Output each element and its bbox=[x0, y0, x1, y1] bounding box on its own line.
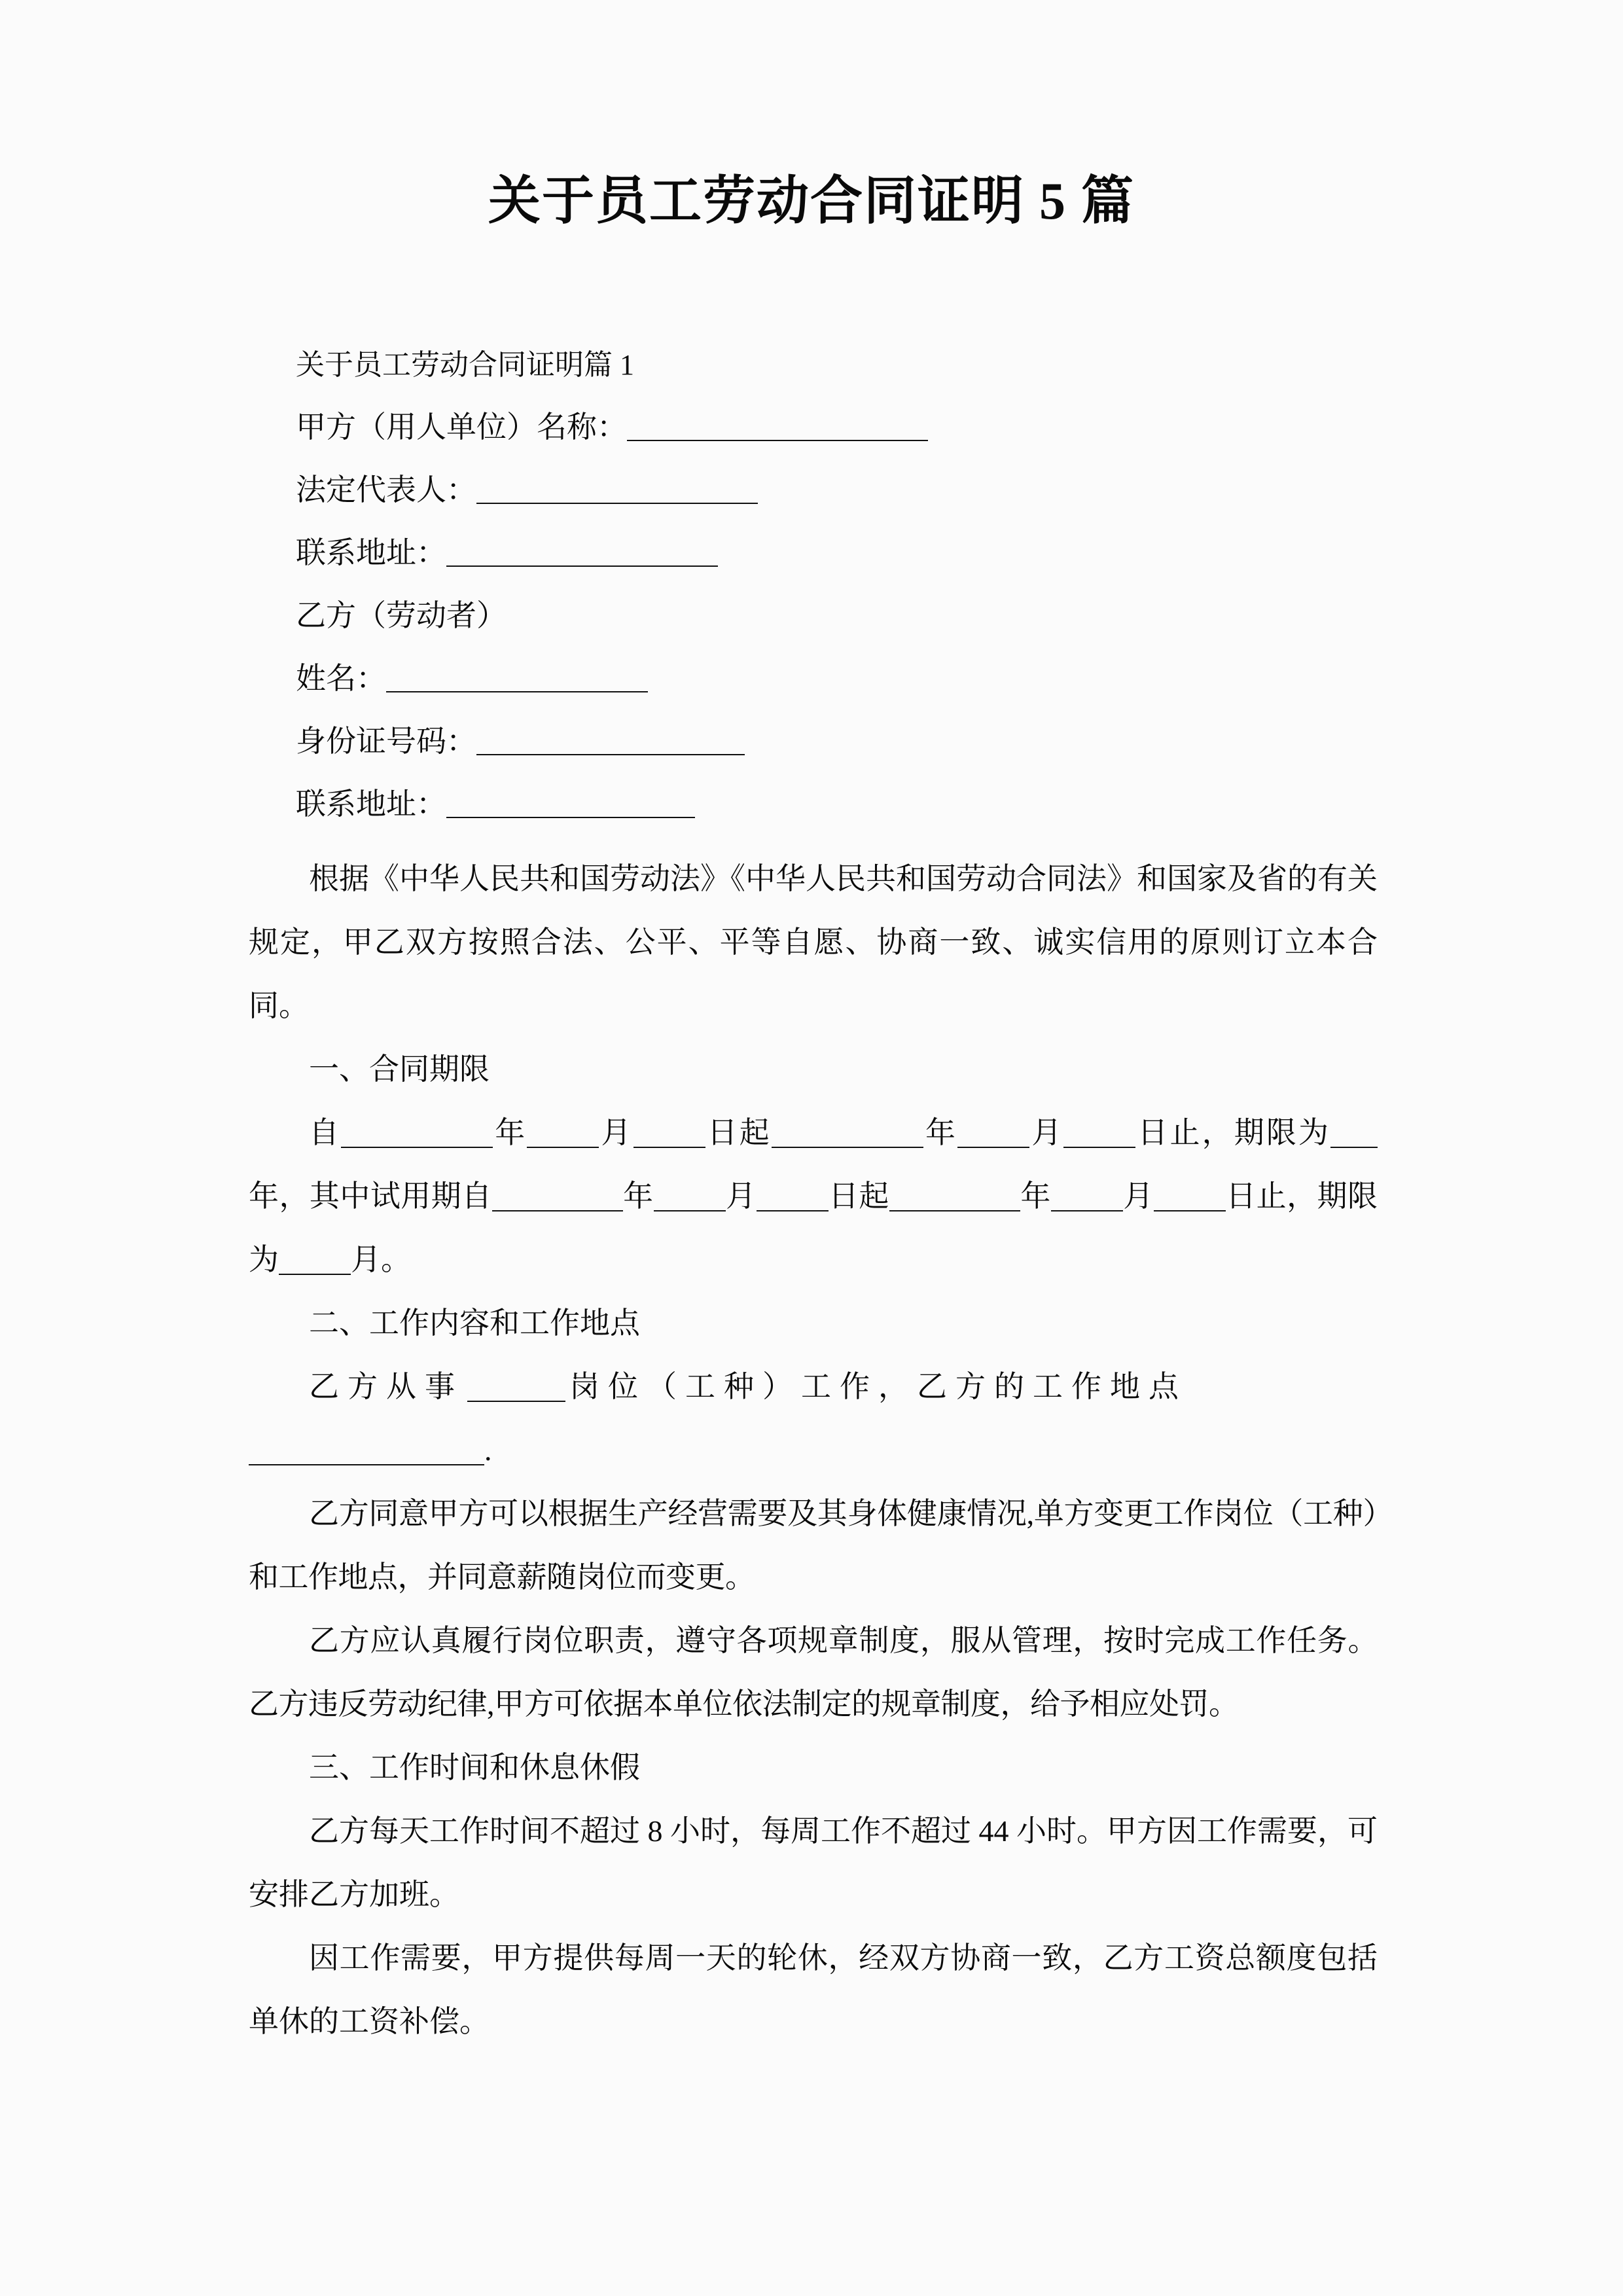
field-row-employer-address bbox=[296, 528, 1378, 579]
term-text-j: 月 bbox=[725, 1179, 757, 1213]
field-label-employee-name: 姓名： bbox=[296, 662, 386, 695]
term-text-f: 月 bbox=[1029, 1116, 1064, 1149]
field-label-employee-party: 乙方（劳动者） bbox=[296, 599, 507, 632]
term-blank-probation-start-month[interactable] bbox=[654, 1191, 726, 1211]
term-blank-end-month[interactable] bbox=[957, 1127, 1029, 1148]
job-blank-position[interactable] bbox=[467, 1381, 565, 1402]
field-label-employer-address: 联系地址： bbox=[296, 536, 446, 569]
term-blank-start-day[interactable] bbox=[633, 1127, 705, 1148]
term-text-i: 年 bbox=[622, 1179, 654, 1213]
job-location-period: . bbox=[484, 1433, 492, 1467]
field-label-legal-rep: 法定代表人： bbox=[296, 473, 476, 507]
field-row-legal-rep bbox=[296, 465, 1378, 516]
field-blank-employee-address[interactable] bbox=[446, 795, 695, 818]
worktime-rest-paragraph: 因工作需要，甲方提供每周一天的轮休，经双方协商一致，乙方工资总额度包括单休的工资补偿。 bbox=[249, 1941, 1378, 2038]
term-blank-probation-months[interactable] bbox=[279, 1254, 351, 1275]
job-position-line bbox=[249, 1355, 1378, 1418]
field-blank-id-number[interactable] bbox=[476, 732, 745, 755]
term-text-k: 日起 bbox=[828, 1179, 889, 1213]
term-text-b: 年 bbox=[493, 1116, 527, 1149]
document-body bbox=[249, 340, 1378, 2053]
term-blank-probation-end-year[interactable] bbox=[889, 1191, 1020, 1211]
term-blank-probation-start-day[interactable] bbox=[757, 1191, 829, 1211]
field-row-employer-name bbox=[296, 402, 1378, 453]
job-duty-paragraph: 乙方应认真履行岗位职责，遵守各项规章制度，服从管理，按时完成工作任务。乙方违反劳动纪律,甲方可依据本单位依法制定的规章制度，给予相应处罚。 bbox=[249, 1624, 1378, 1721]
field-blank-employer-name[interactable] bbox=[627, 418, 928, 441]
term-text-h: 年，其中试用期自 bbox=[249, 1179, 492, 1213]
field-label-employer-name: 甲方（用人单位）名称： bbox=[296, 410, 627, 444]
section-heading-term: 一、合同期限 bbox=[309, 1052, 490, 1086]
term-text-g: 日止，期限为 bbox=[1135, 1116, 1331, 1149]
contract-term-clause bbox=[249, 1101, 1378, 1291]
term-blank-probation-start-year[interactable] bbox=[492, 1191, 623, 1211]
field-label-id-number: 身份证号码： bbox=[296, 725, 476, 758]
section-heading-job: 二、工作内容和工作地点 bbox=[309, 1306, 640, 1340]
job-text-a: 乙方从事 bbox=[309, 1370, 463, 1403]
field-blank-legal-rep[interactable] bbox=[476, 480, 758, 504]
worktime-hours-paragraph: 乙方每天工作时间不超过 8 小时，每周工作不超过 44 小时。甲方因工作需要，可安排乙方加班。 bbox=[249, 1814, 1378, 1911]
job-blank-location[interactable] bbox=[249, 1444, 484, 1465]
term-text-d: 日起 bbox=[705, 1116, 772, 1149]
preamble-paragraph: 根据《中华人民共和国劳动法》《中华人民共和国劳动合同法》和国家及省的有关规定，甲乙双方按照合法、公平、平等自愿、协商一致、诚实信用的原则订立本合同。 bbox=[249, 862, 1378, 1022]
section-heading-worktime: 三、工作时间和休息休假 bbox=[309, 1751, 640, 1784]
field-row-employee-address bbox=[296, 779, 1378, 830]
term-text-n: 日止，期限为 bbox=[249, 1179, 1378, 1276]
field-blank-employer-address[interactable] bbox=[446, 543, 718, 567]
term-text-e: 年 bbox=[923, 1116, 958, 1149]
term-blank-start-month[interactable] bbox=[527, 1127, 599, 1148]
term-text-c: 月 bbox=[599, 1116, 633, 1149]
section-subheading: 关于员工劳动合同证明篇 1 bbox=[296, 349, 634, 381]
field-row-id-number bbox=[296, 716, 1378, 767]
term-text-a: 自 bbox=[309, 1116, 342, 1149]
term-blank-probation-end-month[interactable] bbox=[1051, 1191, 1123, 1211]
job-text-b: 岗位（工种）工作，乙方的工作地点 bbox=[569, 1370, 1187, 1403]
field-row-employee-name bbox=[296, 653, 1378, 704]
term-blank-start-year[interactable] bbox=[341, 1127, 493, 1148]
term-blank-duration-years[interactable] bbox=[1330, 1127, 1378, 1148]
field-row-employee-party bbox=[296, 590, 1378, 641]
term-blank-end-day[interactable] bbox=[1063, 1127, 1135, 1148]
term-blank-end-year[interactable] bbox=[772, 1127, 923, 1148]
job-change-paragraph: 乙方同意甲方可以根据生产经营需要及其身体健康情况,单方变更工作岗位（工种）和工作地点，并同意薪随岗位而变更。 bbox=[249, 1497, 1378, 1594]
field-blank-employee-name[interactable] bbox=[386, 669, 648, 692]
job-location-line bbox=[249, 1418, 1378, 1482]
page-title: 关于员工劳动合同证明 5 篇 bbox=[488, 173, 1135, 230]
term-blank-probation-end-day[interactable] bbox=[1154, 1191, 1226, 1211]
term-text-o: 月。 bbox=[351, 1243, 411, 1276]
term-text-l: 年 bbox=[1020, 1179, 1051, 1213]
field-label-employee-address: 联系地址： bbox=[296, 787, 446, 821]
term-text-m: 月 bbox=[1122, 1179, 1154, 1213]
